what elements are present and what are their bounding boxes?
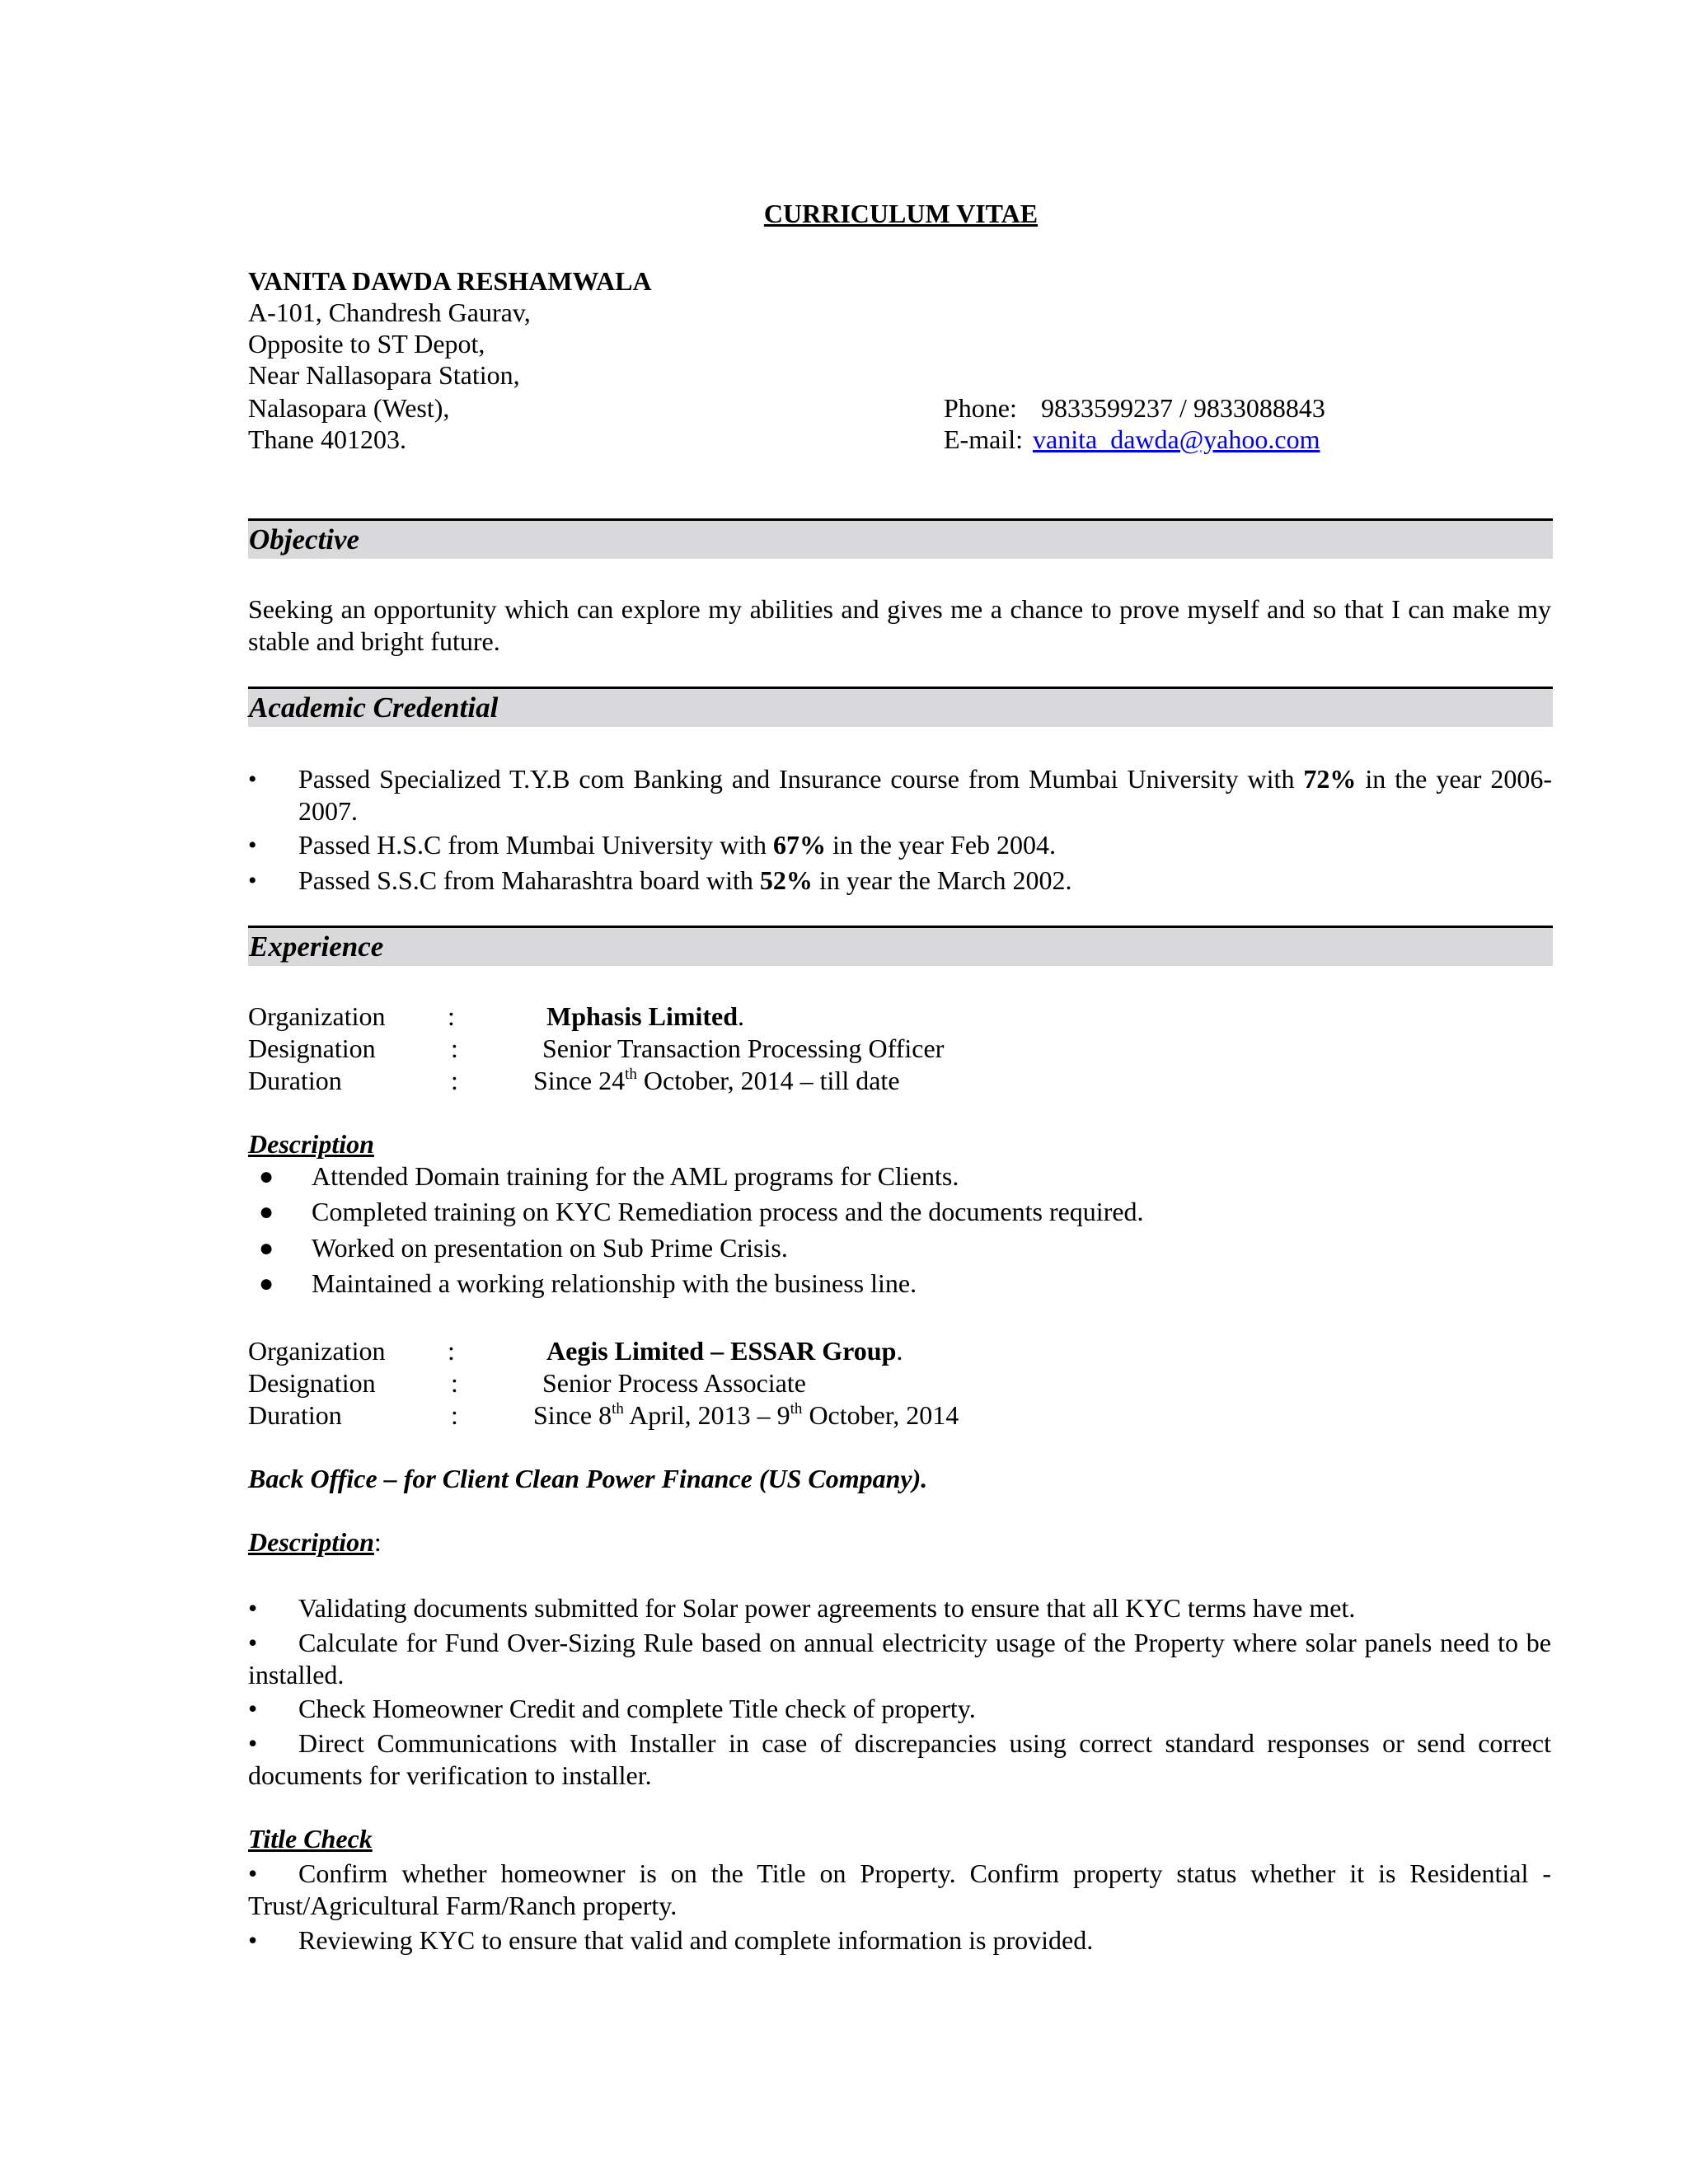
organization-value: Mphasis Limited. [546,1001,745,1031]
duration-value: Since 8th April, 2013 – 9th October, 2014 [533,1400,959,1430]
email-link[interactable]: vanita_dawda@yahoo.com [1033,424,1320,454]
organization-label: Organization [248,1001,386,1031]
description-item: • Direct Communications with Installer in case of discrepancies using correct standard responses or send correct documents for verification to installer. [248,1728,1551,1790]
colon: : [451,1368,458,1398]
description-item: Attended Domain training for the AML programs for Clients. [312,1161,959,1191]
page-title: CURRICULUM VITAE [763,199,1039,228]
objective-text: Seeking an opportunity which can explore my abilities and gives me a chance to prove myself and so that I can make my stable and bright future. [248,594,1551,656]
description-item: Worked on presentation on Sub Prime Crisis. [312,1233,788,1263]
designation-value: Senior Transaction Processing Officer [542,1033,945,1063]
candidate-name: VANITA DAWDA RESHAMWALA [248,266,652,296]
organization-value: Aegis Limited – ESSAR Group. [546,1336,903,1366]
colon: : [448,1336,455,1366]
bullet-icon: • [248,1593,258,1623]
phone-label: Phone: [944,393,1017,423]
description-heading: Description [248,1129,374,1159]
address-line: A-101, Chandresh Gaurav, [248,298,531,327]
bullet-icon: ● [259,1198,274,1226]
client-line: Back Office – for Client Clean Power Finance (US Company). [248,1464,928,1493]
organization-label: Organization [248,1336,386,1366]
colon: : [448,1001,455,1031]
bullet-icon: ● [259,1163,274,1190]
designation-label: Designation [248,1033,376,1063]
bullet-icon: • [248,1858,258,1888]
address-line: Thane 401203. [248,424,406,454]
bullet-icon: ● [259,1235,274,1262]
designation-label: Designation [248,1368,376,1398]
bullet-icon: ● [259,1270,274,1297]
description-item: Maintained a working relationship with the business line. [312,1268,917,1298]
email-label: E-mail: [944,424,1023,454]
address-line: Nalasopara (West), [248,393,450,423]
section-heading-experience: Experience [248,928,1553,966]
duration-label: Duration [248,1066,342,1095]
section-heading-academic: Academic Credential [248,689,1553,727]
description-item: • Validating documents submitted for Solar power agreements to ensure that all KYC terms have met. [248,1593,1356,1623]
duration-label: Duration [248,1400,342,1430]
bullet-icon: • [248,766,257,793]
bullet-icon: • [248,1694,258,1723]
address-line: Opposite to ST Depot, [248,329,485,359]
phone-number: 9833599237 / 9833088843 [1041,393,1325,423]
address-line: Near Nallasopara Station, [248,360,520,390]
designation-value: Senior Process Associate [542,1368,806,1398]
bullet-icon: • [248,867,257,894]
academic-item: Passed S.S.C from Maharashtra board with 52% in year the March 2002. [298,865,1072,895]
colon: : [451,1033,458,1063]
title-check-heading: Title Check [248,1824,373,1854]
description-item: • Calculate for Fund Over-Sizing Rule based on annual electricity usage of the Property where solar panels need to be installed. [248,1628,1551,1690]
duration-value: Since 24th October, 2014 – till date [533,1066,900,1095]
section-heading-objective: Objective [248,521,1553,559]
academic-item: Passed Specialized T.Y.B com Banking and Insurance course from Mumbai University with 72% in the year 2006-2007. [298,764,1553,826]
bullet-icon: • [248,1728,258,1758]
academic-item: Passed H.S.C from Mumbai University with 67% in the year Feb 2004. [298,830,1057,860]
bullet-icon: • [248,1628,258,1657]
description-heading: Description: [248,1527,382,1557]
colon: : [451,1066,458,1095]
title-check-item: • Reviewing KYC to ensure that valid and complete information is provided. [248,1925,1094,1955]
description-item: Completed training on KYC Remediation process and the documents required. [312,1197,1144,1226]
title-check-item: • Confirm whether homeowner is on the Title on Property. Confirm property status whether it is Residential - Trust/Agricultural Farm/Ranch property. [248,1858,1551,1920]
colon: : [451,1400,458,1430]
description-item: • Check Homeowner Credit and complete Title check of property. [248,1694,976,1723]
bullet-icon: • [248,832,257,859]
bullet-icon: • [248,1925,258,1955]
